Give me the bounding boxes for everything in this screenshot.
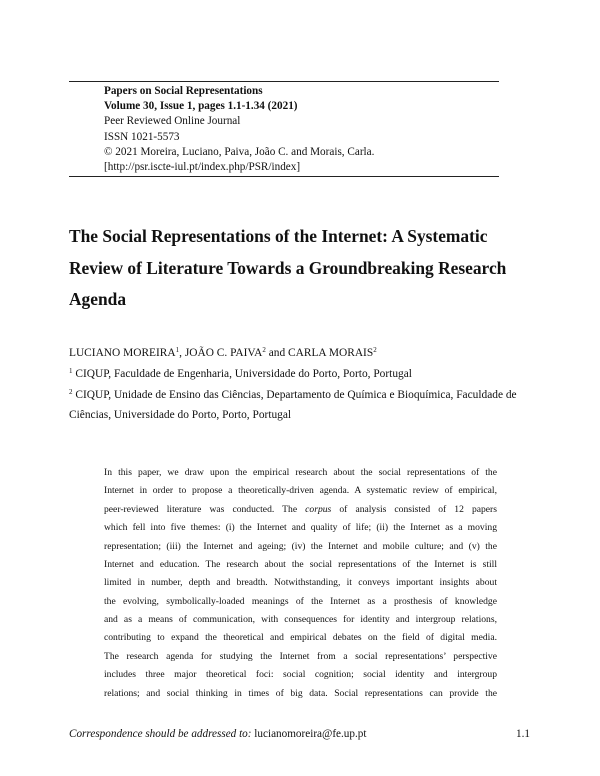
correspondence-note — [69, 728, 367, 740]
affiliation-text: CIQUP, Faculdade de Engenharia, Universidade do Porto, Porto, Portugal — [72, 368, 412, 380]
abstract-line: relations; and social thinking in times of big data. Social representations can provide the — [104, 687, 497, 699]
author-affiliation-marker: 2 — [373, 346, 377, 354]
abstract-emphasis: corpus — [305, 503, 332, 515]
abstract-line: and as a means of communication, with consequences for identity and intergroup relations, — [104, 614, 497, 625]
affiliation — [69, 364, 539, 384]
author-name: JOÃO C. PAIVA — [184, 347, 263, 359]
journal-url[interactable]: [http://psr.iscte-iul.pt/index.php/PSR/index] — [104, 161, 301, 174]
page-number: 1.1 — [516, 728, 530, 740]
abstract-line: limited in number, depth and breadth. Notwithstanding, it conveys important insights about — [104, 577, 497, 589]
correspondence-email[interactable]: lucianomoreira@fe.up.pt — [254, 728, 367, 740]
abstract-line: representation; (iii) the Internet and ageing; (iv) the Internet and mobile culture; and (v) the — [104, 540, 497, 552]
affiliation — [69, 385, 539, 425]
affiliation-text: CIQUP, Unidade de Ensino das Ciências, Departamento de Química e Bioquímica, Faculdade de Ciências, Universidade do Porto, Porto, Portugal — [69, 389, 517, 421]
abstract-text: of analysis consisted of 12 papers — [331, 503, 497, 515]
abstract-line: contributing to expand the theoretical and empirical debates on the field of digital media. — [104, 632, 497, 644]
journal-type: Peer Reviewed Online Journal — [104, 115, 241, 128]
abstract-line: Internet in order to propose a theoretically-driven agenda. A systematic review of empirical, — [104, 485, 497, 497]
abstract-line: the evolving, symbolically-loaded meanings of the Internet as a prosthesis of knowledge — [104, 595, 497, 607]
author-separator: , — [179, 347, 185, 359]
affiliation-marker: 2 — [69, 388, 73, 396]
journal-header — [104, 84, 499, 175]
abstract-line: In this paper, we draw upon the empirical research about the social representations of the — [104, 467, 497, 478]
abstract-line — [104, 501, 497, 519]
abstract — [104, 464, 497, 703]
paper-title — [69, 221, 539, 316]
title-line: The Social Representations of the Internet: A Systematic — [69, 226, 488, 246]
abstract-line: Internet and education. The research about the social representations of the Internet is still — [104, 558, 497, 570]
author-affiliation-marker: 2 — [262, 346, 266, 354]
author-name: CARLA MORAIS — [288, 347, 374, 359]
title-line: Review of Literature Towards a Groundbreaking Research — [69, 257, 507, 278]
header-bottom-rule — [69, 176, 499, 177]
abstract-text: peer-reviewed literature was conducted. The — [104, 503, 306, 515]
header-top-rule — [69, 81, 499, 82]
author-affiliation-marker: 1 — [175, 346, 180, 354]
volume-issue: Volume 30, Issue 1, pages 1.1-1.34 (2021) — [104, 100, 298, 113]
abstract-line: which fell into five themes: (i) the Internet and quality of life; (ii) the Internet as a moving — [104, 522, 497, 534]
author-name: LUCIANO MOREIRA — [69, 347, 176, 359]
correspondence-label: Correspondence should be addressed to: — [69, 728, 252, 740]
abstract-line: The research agenda for studying the Internet from a social representations’ perspective — [104, 650, 497, 662]
issn: ISSN 1021-5573 — [104, 130, 180, 143]
author-separator: and — [265, 347, 289, 359]
affiliation-marker: 1 — [69, 367, 73, 375]
title-line: Agenda — [69, 289, 127, 309]
author-list — [69, 346, 539, 360]
abstract-line: includes three major theoretical foci: social cognition; social identity and intergroup — [104, 669, 497, 681]
journal-name: Papers on Social Representations — [104, 85, 263, 97]
copyright: © 2021 Moreira, Luciano, Paiva, João C. and Morais, Carla. — [104, 145, 375, 158]
